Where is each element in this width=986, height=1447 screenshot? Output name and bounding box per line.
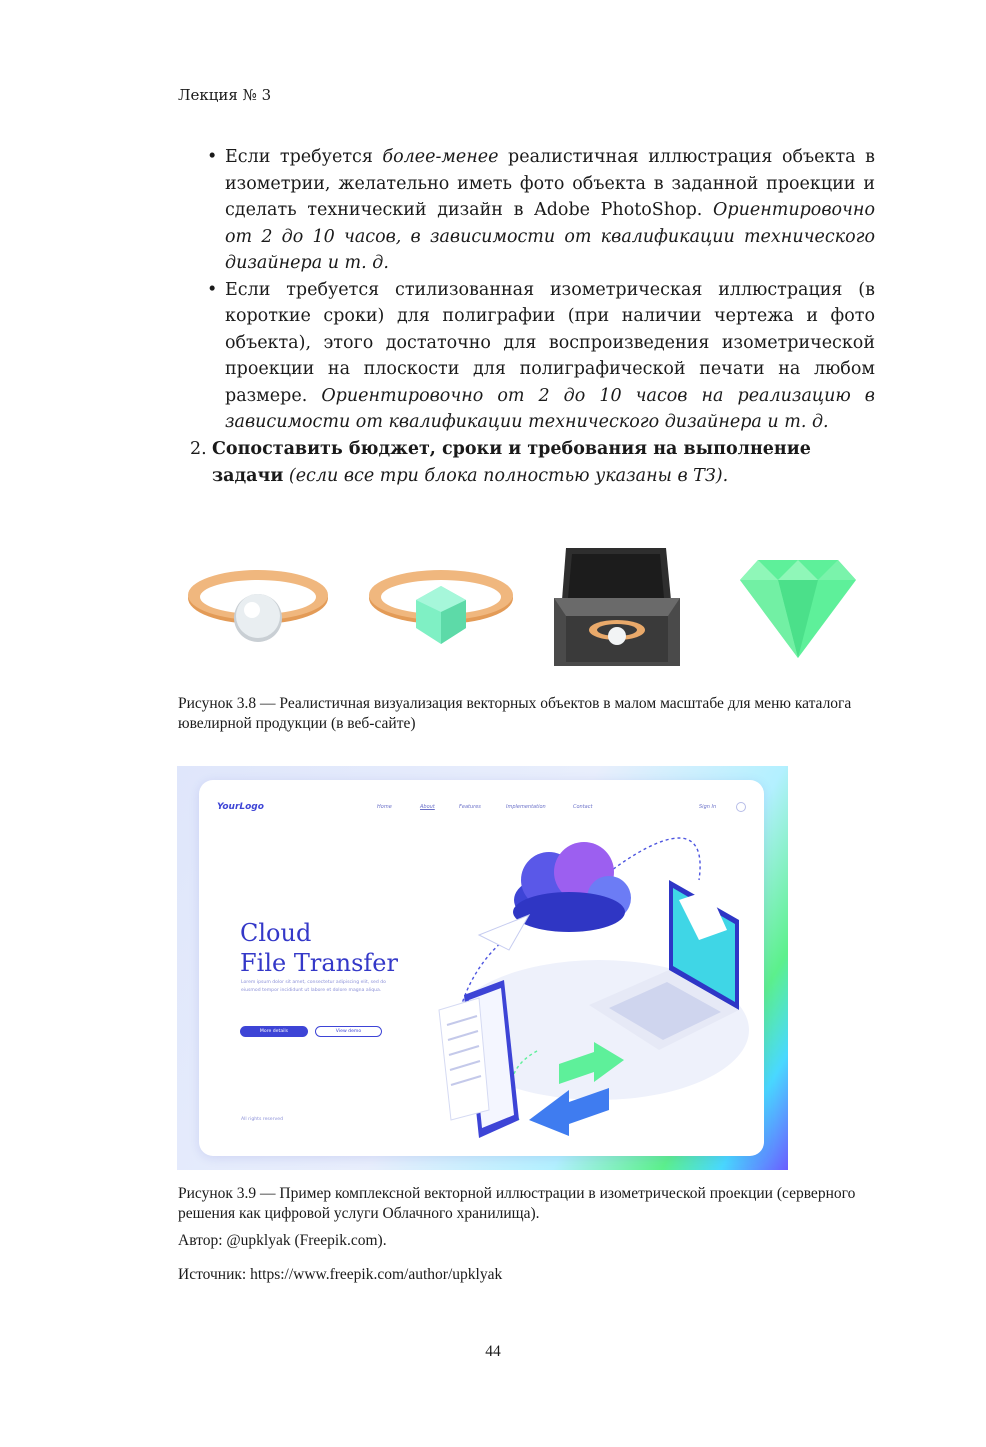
numbered-step	[190, 436, 870, 489]
bullet-list	[205, 144, 875, 436]
mockup-logo: YourLogo	[217, 802, 264, 812]
hero-title: Cloud File Transfer	[240, 919, 398, 977]
diamond-icon	[740, 560, 856, 658]
figure-3-8-caption: Рисунок 3.8 — Реалистичная визуализация векторных объектов в малом масштабе для меню каталога ювелирной продукции (в веб-сайте)	[178, 695, 852, 732]
running-head: Лекция № 3	[178, 86, 272, 104]
rights-text: All rights reserved	[241, 1117, 283, 1122]
nav-implementation: Implementation	[506, 804, 546, 810]
hero-text: Lorem ipsum dolor sit amet, consectetur adipiscing elit, sed do eiusmod tempor incididunt ut labore et dolore magna aliqua.	[241, 980, 386, 993]
figure-author: Автор: @upklyak (Freepik.com).	[178, 1232, 387, 1249]
pearl-ring-icon	[188, 570, 328, 642]
cloud-icon	[513, 842, 631, 932]
bullet-item: • Если требуется стилизованная изометрическая иллюстрация (в короткие сроки) для полиграфии (при наличии чертежа и фото объекта), этого достаточно для воспроизведения изометрической проекции на плоскости для полиграфической печати на любом размере. Ориентировочно от 2 до 10 часов на реализацию в зависимости от квалификации технического дизайнера и т. д.	[205, 277, 875, 436]
nav-home: Home	[377, 804, 392, 810]
mockup-card	[199, 780, 764, 1156]
nav-contact: Contact	[573, 804, 593, 810]
ring-box-icon	[554, 548, 680, 666]
nav-about: About	[420, 804, 435, 810]
view-demo-button: View demo	[315, 1026, 382, 1037]
step-title: Сопоставить бюджет, сроки и требования на выполнение задачи	[212, 439, 811, 486]
figure-source: Источник: https://www.freepik.com/author/upklyak	[178, 1266, 503, 1283]
nav-features: Features	[459, 804, 481, 810]
jewelry-icons	[178, 540, 868, 670]
cloud-transfer-illustration	[409, 820, 759, 1150]
bullet-item: • Если требуется более-менее реалистичная иллюстрация объекта в изометрии, желательно иметь фото объекта в заданной проекции и сделать технический дизайн в Adobe PhotoShop. Ориентировочно от 2 до 10 часов, в зависимости от квалификации технического дизайнера и т. д.	[205, 144, 875, 277]
more-details-button: More details	[240, 1026, 308, 1037]
nav-signin: Sign In	[699, 804, 717, 810]
emerald-ring-icon	[369, 570, 513, 644]
step-number: 2.	[190, 439, 207, 459]
search-icon	[736, 802, 746, 812]
page-number: 44	[485, 1343, 501, 1360]
landing-mockup	[177, 766, 788, 1170]
figure-3-9-caption: Рисунок 3.9 — Пример комплексной векторной иллюстрации в изометрической проекции (серверного решения как цифровой услуги Облачного хранилища).	[178, 1185, 856, 1222]
step-note: (если все три блока полностью указаны в ТЗ).	[283, 465, 729, 486]
